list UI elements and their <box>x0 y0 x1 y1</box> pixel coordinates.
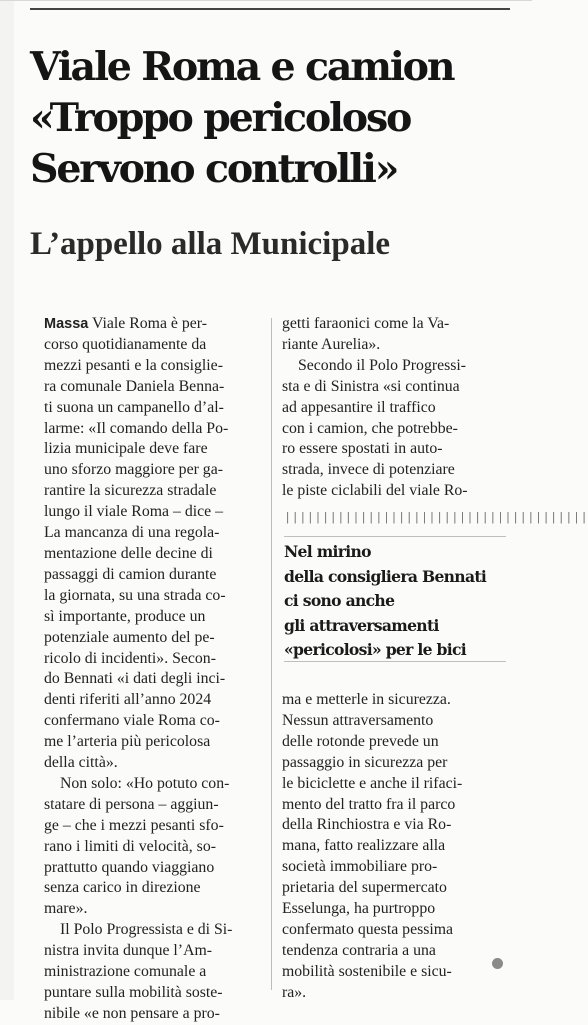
dateline-kicker: Massa <box>44 316 89 332</box>
text-line: mobilità sostenibile e sicu- <box>282 962 452 980</box>
text-line: delle rotonde prevede un <box>282 732 439 750</box>
text-line: Secondo il Polo Progressi- <box>298 356 467 374</box>
text-line: la giornata, su una strada co- <box>44 586 226 604</box>
text-line: prietaria del supermercato <box>282 879 447 897</box>
highlight-box-title <box>284 540 514 663</box>
text-line: mento del tratto fra il parco <box>282 795 456 813</box>
text-line: ma e metterle in sicurezza. <box>282 691 451 708</box>
text-line: nibile «e non pensare a pro- <box>44 1004 220 1022</box>
text-line: prattutto quando viaggiano <box>44 858 215 876</box>
text-line: uno sforzo maggiore per ga- <box>44 461 223 479</box>
text-line: ge – che i mezzi pesanti sfo- <box>44 816 224 834</box>
text-line: ro essere spostati in auto- <box>282 440 443 458</box>
text-line: corso quotidianamente da <box>44 335 207 353</box>
article-column-3 <box>282 690 504 1004</box>
text-line: mare». <box>44 900 88 918</box>
text-line: confermato questa pessima <box>282 920 454 938</box>
box-title-line: Nel mirino <box>284 542 371 561</box>
separator-ticks: |||||||||||||||||||||||||||||||||||||||| <box>284 511 588 525</box>
text-line: ra». <box>282 983 307 1001</box>
top-rule <box>0 0 532 1</box>
box-title-line: gli attraversamenti <box>284 615 439 635</box>
box-title-line: della consigliera Bennati <box>284 566 487 586</box>
text-line: della città». <box>44 754 118 772</box>
article-end-dot-icon <box>492 958 503 969</box>
text-line: strada, invece di potenziare <box>282 461 455 479</box>
box-rule-top <box>284 536 506 537</box>
text-line: getti faraonici come la Va- <box>282 315 450 332</box>
text-line: Non solo: «Ho potuto con- <box>60 774 230 792</box>
text-line: lizia municipale deve fare <box>44 440 208 458</box>
text-line: denti riferiti all’anno 2024 <box>44 691 212 709</box>
text-line: puntare sulla mobilità soste- <box>44 984 223 1001</box>
text-line: ministrazione comunale a <box>44 963 207 981</box>
text-line: nistra invita dunque l’Am- <box>44 942 213 960</box>
text-line: sta e di Sinistra «si continua <box>282 377 460 395</box>
article-column-1 <box>44 314 262 1025</box>
text-line: Il Polo Progressista e di Si- <box>60 921 233 939</box>
text-line: me l’arteria più pericolosa <box>44 733 211 751</box>
text-line: larme: «Il comando della Po- <box>44 419 229 437</box>
text-line: società immobiliare pro- <box>282 858 438 876</box>
text-line: tendenza contraria a una <box>282 941 436 959</box>
box-title-line: «pericolosi» per le bici <box>284 640 466 659</box>
column-divider <box>271 318 272 990</box>
headline-line: «Troppo pericoloso <box>30 95 411 141</box>
text-line <box>44 314 262 335</box>
text-fragment: Viale Roma è per- <box>92 315 207 332</box>
text-line: riante Aurelia». <box>282 335 381 353</box>
text-line: mezzi pesanti e la consiglie- <box>44 356 223 374</box>
headline-line: Viale Roma e camion <box>30 44 454 90</box>
text-line: ti suona un campanello d’al- <box>44 398 224 416</box>
box-rule-bottom <box>284 661 506 662</box>
text-line: potenziale aumento del pe- <box>44 628 215 646</box>
text-line: senza carico in direzione <box>44 879 201 897</box>
headline-line: Servono controlli» <box>30 146 398 192</box>
text-line: sì importante, produce un <box>44 607 206 625</box>
headline <box>30 42 520 195</box>
text-line: Esselunga, ha purtroppo <box>282 900 436 918</box>
text-line: lungo il viale Roma – dice – <box>44 503 223 521</box>
article-column-2 <box>282 314 504 502</box>
text-line: le biciclette e anche il rifaci- <box>282 774 463 792</box>
text-line: della Rinchiostra e via Ro- <box>282 816 452 834</box>
subheadline: L’appello alla Municipale <box>30 226 391 262</box>
text-line: do Bennati «i dati degli inci- <box>44 670 226 688</box>
text-line: statare di persona – aggiun- <box>44 795 219 813</box>
text-line: passaggio in sicurezza per <box>282 753 448 771</box>
section-rule <box>30 8 510 10</box>
page-gutter <box>0 0 14 1000</box>
text-line: confermano viale Roma co- <box>44 712 220 730</box>
text-line: ricolo di incidenti». Secon- <box>44 649 216 667</box>
text-line: rano i limiti di velocità, so- <box>44 837 216 855</box>
box-title-line: ci sono anche <box>284 591 395 610</box>
text-line: rantire la sicurezza stradale <box>44 482 217 500</box>
text-line: Nessun attraversamento <box>282 711 434 729</box>
text-line: ra comunale Daniela Benna- <box>44 377 225 395</box>
text-line: ad appesantire il traffico <box>282 398 436 416</box>
text-line: La mancanza di una regola- <box>44 524 220 542</box>
text-line: le piste ciclabili del viale Ro- <box>282 482 468 500</box>
text-line: con i camion, che potrebbe- <box>282 419 458 437</box>
text-line: mentazione delle decine di <box>44 544 213 562</box>
text-line: passaggi di camion durante <box>44 565 217 583</box>
text-line: mana, fatto realizzare alla <box>282 837 446 855</box>
